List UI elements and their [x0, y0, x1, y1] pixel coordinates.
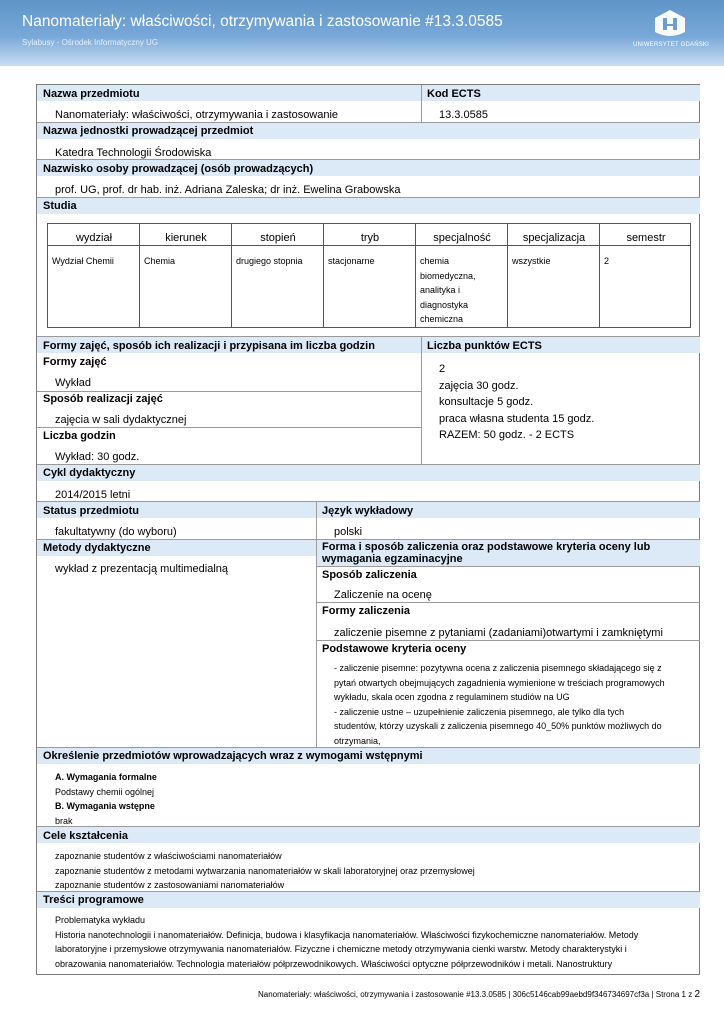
ects-code-label: Kod ECTS: [427, 88, 481, 100]
prerequisites-label: Określenie przedmiotów wprowadzających wraz z wymogami wstępnymi: [43, 750, 423, 762]
ects-line: praca własna studenta 15 godz.: [439, 412, 595, 425]
criteria-line: otrzymania,: [334, 735, 381, 746]
page-banner: [0, 0, 724, 66]
university-crest-icon: [653, 8, 687, 38]
goal-line: zapoznanie studentów z metodami wytwarzania nanomateriałów w skali laboratoryjnej oraz przemysłowej: [55, 865, 475, 876]
class-form-label: Formy zajęć: [43, 356, 107, 368]
content-line: laboratoryjne i przemysłowe otrzymywania nanomateriałów. Fizyczne i chemiczne metody otrzymywania cienki warstw. Metody charakterystyki i: [55, 944, 627, 955]
cell-stopien: drugiego stopnia: [236, 256, 303, 266]
studies-table: [47, 223, 691, 328]
lecturers-label: Nazwisko osoby prowadzącej (osób prowadzących): [43, 163, 314, 175]
language-label: Język wykładowy: [322, 505, 414, 517]
col-header-tryb: tryb: [360, 232, 380, 244]
criteria-line: - zaliczenie pisemne: pozytywna ocena z zaliczenia pisemnego składającego się z: [334, 663, 662, 673]
ects-line: zajęcia 30 godz.: [439, 379, 519, 392]
cell-line: chemiczna: [420, 314, 464, 325]
cell-line: analityka i: [420, 285, 461, 296]
cell-tryb: stacjonarne: [328, 256, 375, 266]
col-header-specjalizacja: specjalizacja: [522, 232, 586, 244]
cell-line: diagnostyka: [420, 299, 469, 310]
logo-text: UNIWERSYTET GDAŃSKI: [632, 42, 710, 48]
syllabus-document: [36, 84, 700, 975]
assessment-mode-label: Sposób zaliczenia: [322, 569, 417, 581]
criteria-label: Podstawowe kryteria oceny: [322, 643, 467, 655]
ects-line: RAZEM: 50 godz. - 2 ECTS: [439, 429, 575, 441]
hours-value: Wykład: 30 godz.: [55, 451, 140, 463]
initial-requirements-label: B. Wymagania wstępne: [55, 801, 155, 812]
cycle-label: Cykl dydaktyczny: [43, 467, 136, 479]
content-line: Historia nanotechnologii i nanomateriałów. Definicja, budowa i klasyfikacja nanomateriałów. Właściwości fizykochemiczne nanomateriałów. Metody: [55, 929, 639, 940]
ects-code-value: 13.3.0585: [439, 109, 488, 121]
ects-line: 2: [439, 363, 446, 375]
site-subtitle[interactable]: Sylabusy - Ośrodek Informatyczny UG: [22, 38, 159, 47]
assessment-label: [322, 542, 650, 565]
content-subheading: Problematyka wykładu: [55, 915, 146, 925]
assessment-mode-value: Zaliczenie na ocenę: [334, 589, 432, 601]
cell-wydzial: Wydział Chemii: [52, 256, 114, 266]
cell-line: chemia: [420, 256, 450, 266]
unit-value: Katedra Technologii Środowiska: [55, 147, 212, 159]
class-forms-header: Formy zajęć, sposób ich realizacji i przypisana im liczba godzin: [43, 340, 375, 352]
criteria-line: wykładu, skala ocen zgodna z regulaminem studiów na UG: [334, 692, 570, 703]
cell-specjalnosc: [420, 254, 476, 327]
initial-requirements-value: brak: [55, 815, 73, 826]
ects-breakdown: [439, 361, 594, 444]
header-bg: [37, 198, 700, 214]
class-form-value: Wykład: [55, 377, 91, 389]
cell-kierunek: Chemia: [144, 256, 176, 266]
goal-line: zapoznanie studentów z właściwościami nanomateriałów: [55, 851, 282, 861]
assessment-forms-value: zaliczenie pisemne z pytaniami (zadaniami)otwartymi i zamkniętymi: [334, 627, 663, 639]
header-bg: [37, 827, 700, 843]
hours-label: Liczba godzin: [43, 430, 116, 442]
formal-requirements-value: Podstawy chemii ogólnej: [55, 786, 155, 797]
document-title: Nanomateriały: właściwości, otrzymywania i zastosowanie #13.3.0585: [22, 13, 503, 30]
col-header-semestr: semestr: [626, 232, 666, 244]
delivery-method-label: Sposób realizacji zajęć: [43, 393, 163, 405]
content-body: [55, 913, 638, 971]
content-label: Treści programowe: [43, 894, 144, 906]
unit-label: Nazwa jednostki prowadzącej przedmiot: [43, 125, 254, 137]
ects-line: konsultacje 5 godz.: [439, 396, 534, 408]
criteria-line: pytań otwartych obejmujących zagadnienia wymienione w treściach programowych: [334, 677, 665, 688]
col-header-wydzial: wydział: [75, 232, 113, 244]
formal-requirements-label: A. Wymagania formalne: [55, 772, 157, 782]
goals-label: Cele kształcenia: [43, 830, 128, 842]
assessment-forms-label: Formy zaliczenia: [322, 605, 411, 617]
col-header-stopien: stopień: [260, 232, 296, 244]
header-bg: [37, 465, 700, 481]
status-value: fakultatywny (do wyboru): [55, 526, 177, 538]
delivery-method-value: zajęcia w sali dydaktycznej: [55, 414, 187, 426]
studies-label: Studia: [43, 200, 77, 212]
ects-points-header: Liczba punktów ECTS: [427, 340, 542, 352]
course-name-label: Nazwa przedmiotu: [43, 88, 140, 100]
col-header-kierunek: kierunek: [165, 232, 207, 244]
footer-text: Nanomateriały: właściwości, otrzymywania i zastosowanie #13.3.0585 | 306c5146cab99aebd9f346734697cf3a | Strona 1 z: [258, 990, 693, 999]
page-footer: [258, 989, 700, 1000]
goals-body: [55, 849, 475, 893]
footer-page-total: 2: [694, 989, 700, 1000]
university-logo[interactable]: [628, 8, 714, 52]
assessment-label-line: wymagania egzaminacyjne: [322, 552, 463, 565]
cell-semestr: 2: [604, 256, 610, 266]
prerequisites-body: [55, 770, 157, 828]
cell-specjalizacja: wszystkie: [512, 256, 551, 266]
language-value: polski: [334, 526, 363, 538]
assessment-label-line: Forma i sposób zaliczenia oraz podstawowe kryteria oceny lub: [322, 541, 651, 553]
content-line: obrazowania nanomateriałów. Technologia materiałów półprzewodnikowych. Właściwości optyczne półprzewodników i metali. Nanostruktury: [55, 958, 613, 969]
criteria-line: - zaliczenie ustne – uzupełnienie zaliczenia pisemnego, ale tylko dla tych: [334, 706, 625, 717]
cell-line: biomedyczna,: [420, 270, 476, 281]
col-header-specjalnosc: specjalność: [433, 232, 491, 244]
criteria-line: studentów, którzy uzyskali z zaliczenia pisemnego 40_50% punktów możliwych do: [334, 721, 662, 732]
lecturers-value: prof. UG, prof. dr hab. inż. Adriana Zaleska; dr inż. Ewelina Grabowska: [55, 184, 401, 196]
cycle-value: 2014/2015 letni: [55, 489, 131, 501]
status-label: Status przedmiotu: [43, 505, 139, 517]
course-name-value: Nanomateriały: właściwości, otrzymywania i zastosowanie: [55, 109, 339, 121]
goal-line: zapoznanie studentów z zastosowaniami nanomateriałów: [55, 880, 285, 891]
criteria-text: [334, 661, 665, 749]
methods-value: wykład z prezentacją multimedialną: [55, 563, 229, 575]
methods-label: Metody dydaktyczne: [43, 542, 151, 554]
